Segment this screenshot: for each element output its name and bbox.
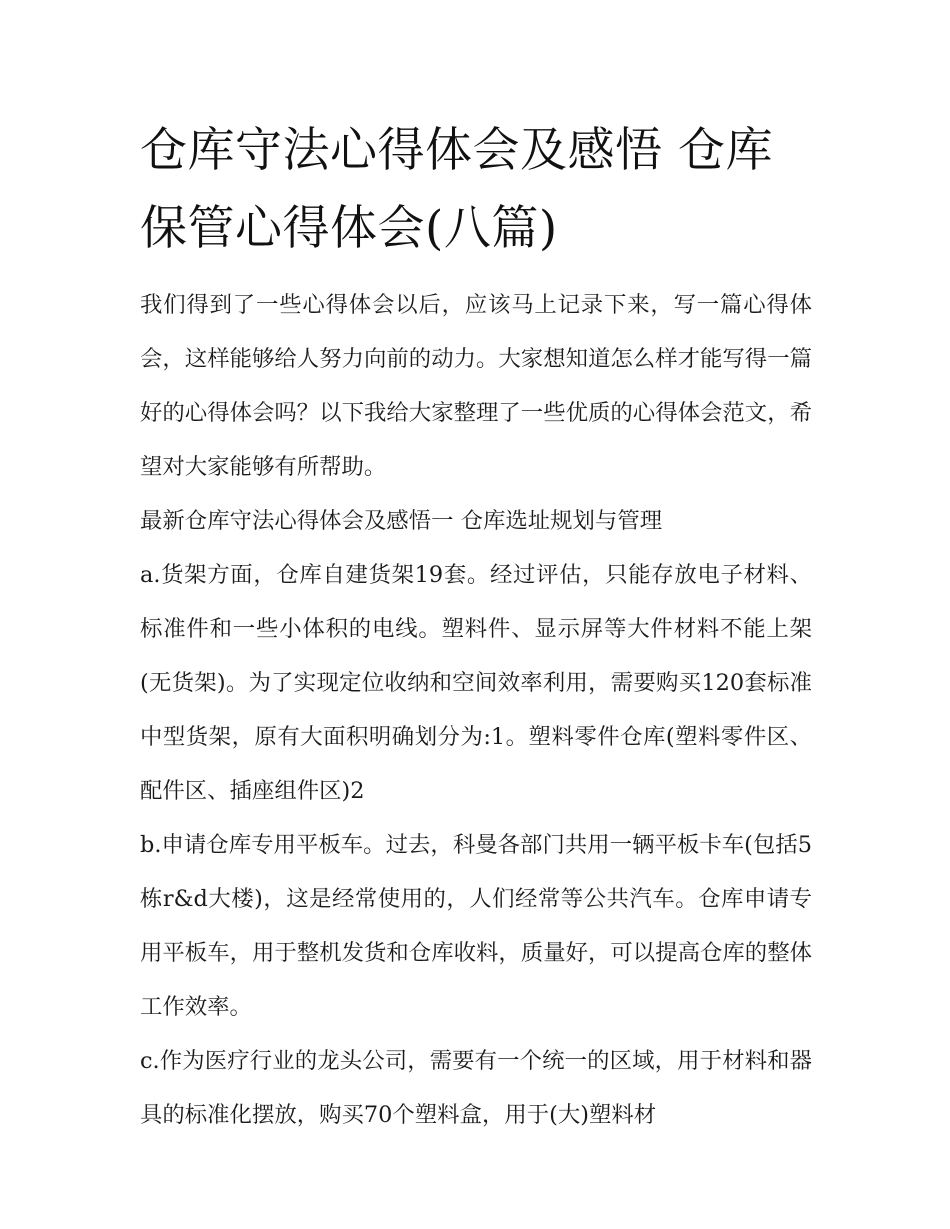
paragraph-b: b.申请仓库专用平板车。过去，科曼各部门共用一辆平板卡车(包括5栋r&d大楼)，这是经常使用的，人们经常等公共汽车。仓库申请专用平板车，用于整机发货和仓库收料，质量好，可以提高仓库的整体工作效率。 bbox=[140, 832, 812, 1020]
document-body bbox=[140, 112, 812, 1142]
document-title: 仓库守法心得体会及感悟 仓库保管心得体会(八篇) bbox=[140, 123, 773, 256]
paragraph-a: a.货架方面，仓库自建货架19套。经过评估，只能存放电子材料、标准件和一些小体积的电线。塑料件、显示屏等大件材料不能上架(无货架)。为了实现定位收纳和空间效率利用，需要购买120套标准中型货架，原有大面积明确划分为:1。塑料零件仓库(塑料零件区、配件区、插座组件区)2 bbox=[140, 562, 812, 804]
paragraph-c: c.作为医疗行业的龙头公司，需要有一个统一的区域，用于材料和器具的标准化摆放，购买70个塑料盒，用于(大)塑料材 bbox=[140, 1048, 812, 1128]
section-heading: 最新仓库守法心得体会及感悟一 仓库选址规划与管理 bbox=[140, 508, 663, 534]
intro-paragraph: 我们得到了一些心得体会以后，应该马上记录下来，写一篇心得体会，这样能够给人努力向前的动力。大家想知道怎么样才能写得一篇好的心得体会吗？以下我给大家整理了一些优质的心得体会范文，希望对大家能够有所帮助。 bbox=[140, 292, 812, 480]
